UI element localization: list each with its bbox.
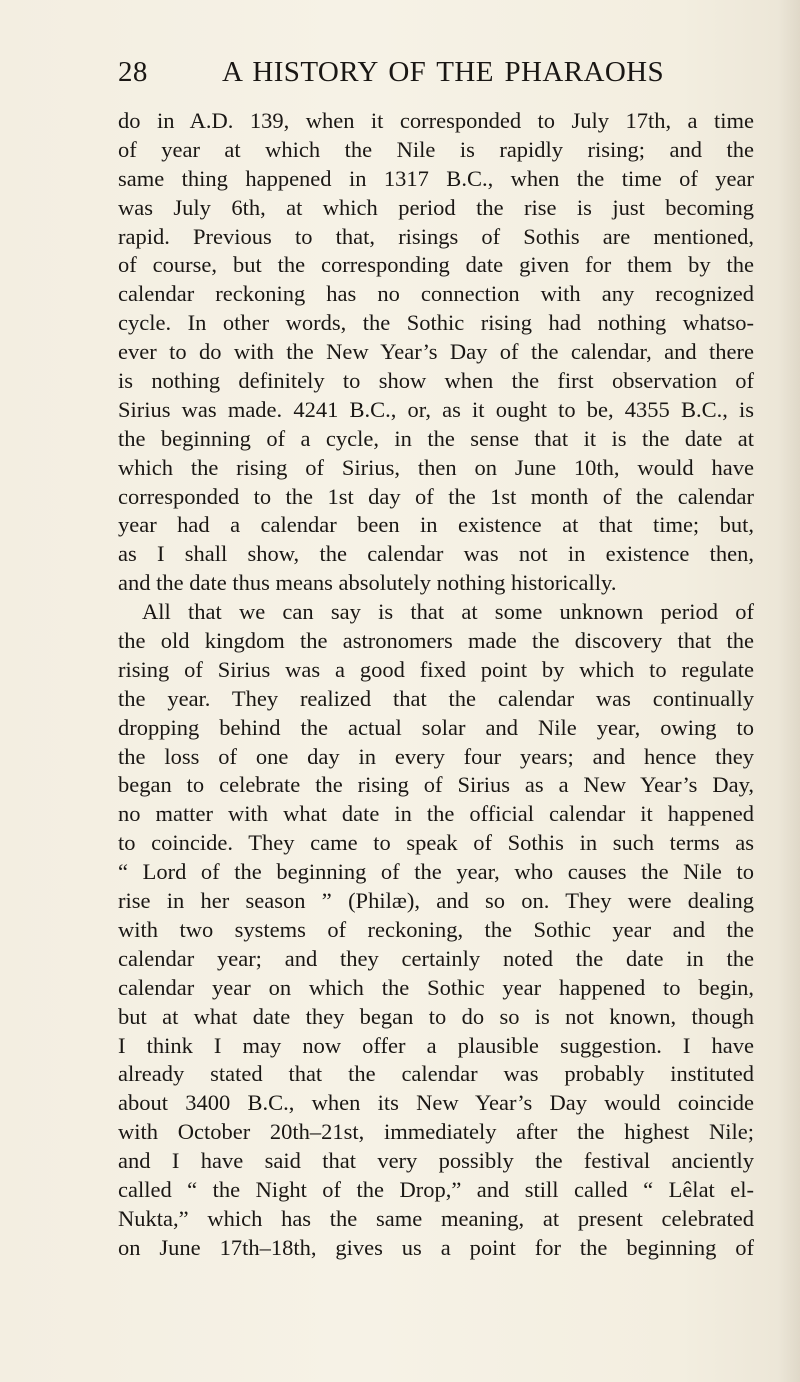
text-line: dropping behind the actual solar and Nile year, owing to [118,714,754,740]
text-line: already stated that the calendar was probably instituted [118,1061,754,1087]
text-line: is nothing definitely to show when the first observation of [118,368,754,394]
text-line: about 3400 B.C., when its New Year’s Day would coincide [118,1090,754,1116]
text-line: was July 6th, at which period the rise is just becoming [118,194,754,220]
text-line: which the rising of Sirius, then on June 10th, would have [118,454,754,480]
page-edge-shadow [778,0,800,1382]
text-line: the year. They realized that the calendar was continually [118,685,754,711]
body-text [118,107,754,1263]
text-line: the old kingdom the astronomers made the discovery that the [118,628,754,654]
text-line: rapid. Previous to that, risings of Sothis are mentioned, [118,223,754,249]
text-line: I think I may now offer a plausible suggestion. I have [118,1032,754,1058]
text-line: to coincide. They came to speak of Sothis in such terms as [118,830,754,856]
text-line: with two systems of reckoning, the Sothic year and the [118,916,754,942]
text-line: Nukta,” which has the same meaning, at present celebrated [118,1205,754,1231]
text-line: the beginning of a cycle, in the sense that it is the date at [118,425,754,451]
text-line: with October 20th–21st, immediately after the highest Nile; [118,1119,754,1145]
text-line: calendar year; and they certainly noted the date in the [118,945,754,971]
text-line: and I have said that very possibly the festival anciently [118,1148,754,1174]
text-line: the loss of one day in every four years; and hence they [118,743,754,769]
text-line: year had a calendar been in existence at that time; but, [118,512,754,538]
text-line: but at what date they began to do so is not known, though [118,1003,754,1029]
running-title: A HISTORY OF THE PHARAOHS [222,56,665,88]
text-line: calendar reckoning has no connection with any recognized [118,281,754,307]
text-line: of year at which the Nile is rapidly rising; and the [118,136,754,162]
text-line: of course, but the corresponding date given for them by the [118,252,754,278]
text-line: rise in her season ” (Philæ), and so on. They were dealing [118,888,754,914]
text-line: called “ the Night of the Drop,” and still called “ Lêlat el- [118,1176,754,1202]
text-line: do in A.D. 139, when it corresponded to July 17th, a time [118,108,754,133]
paragraph-end-line: and the date thus means absolutely nothing historically. [118,570,617,596]
text-line: on June 17th–18th, gives us a point for the beginning of [118,1234,754,1260]
text-line: ever to do with the New Year’s Day of the calendar, and there [118,339,754,365]
page-number: 28 [118,56,148,88]
text-line: corresponded to the 1st day of the 1st month of the calendar [118,483,754,509]
text-line: “ Lord of the beginning of the year, who causes the Nile to [118,859,754,885]
text-line: cycle. In other words, the Sothic rising had nothing whatso- [118,310,754,336]
text-line: rising of Sirius was a good fixed point by which to regulate [118,656,754,682]
text-line: as I shall show, the calendar was not in existence then, [118,541,754,567]
text-line: began to celebrate the rising of Sirius as a New Year’s Day, [118,772,754,798]
running-head [118,56,710,96]
text-line: no matter with what date in the official calendar it happened [118,801,754,827]
text-line: calendar year on which the Sothic year happened to begin, [118,974,754,1000]
text-line: Sirius was made. 4241 B.C., or, as it ought to be, 4355 B.C., is [118,396,754,422]
text-line: same thing happened in 1317 B.C., when the time of year [118,165,754,191]
paragraph-start-line: All that we can say is that at some unknown period of [142,599,754,625]
